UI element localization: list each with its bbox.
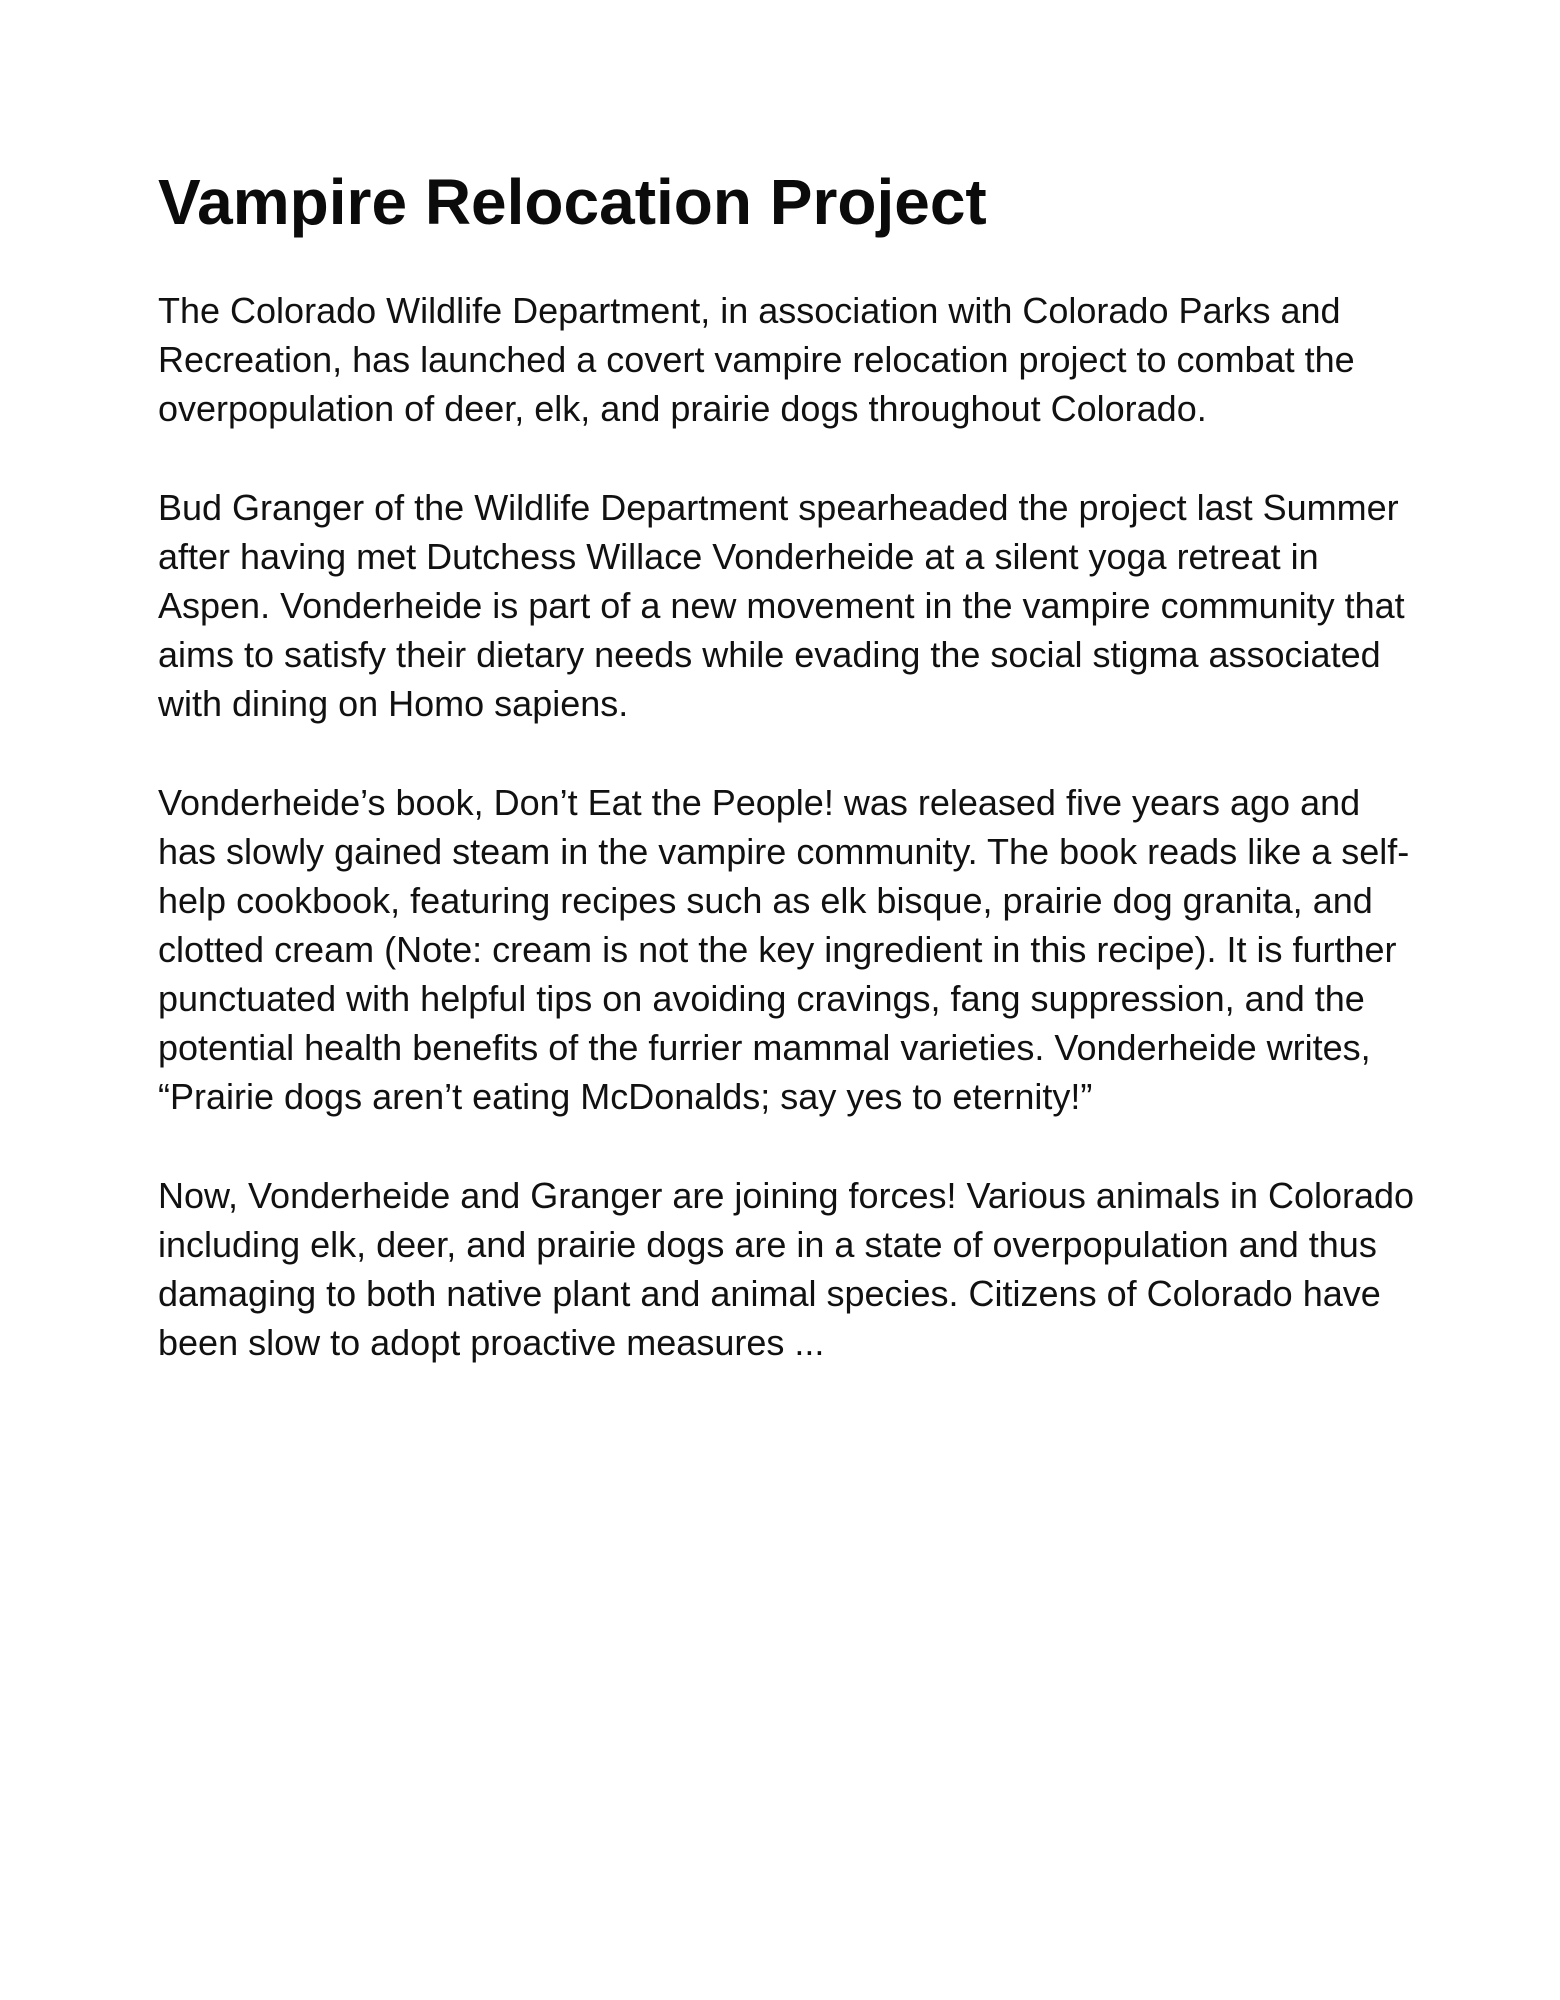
paragraph-intro: The Colorado Wildlife Department, in association with Colorado Parks and Recreation, has launched a covert vampire relocation project to combat the overpopulation of deer, elk, and prairie dogs throughout Colorado. — [158, 290, 1355, 429]
paragraph-granger: Bud Granger of the Wildlife Department spearheaded the project last Summer after having met Dutchess Willace Vonderheide at a silent yoga retreat in Aspen. Vonderheide is part of a new movement in the vampire community that aims to satisfy their dietary needs while evading the social stigma associated with dining on Homo sapiens. — [158, 487, 1405, 724]
paragraph-joining-forces: Now, Vonderheide and Granger are joining forces! Various animals in Colorado including elk, deer, and prairie dogs are in a state of overpopulation and thus damaging to both native plant and animal species. Citizens of Colorado have been slow to adopt proactive measures ... — [158, 1175, 1415, 1363]
paragraph-book: Vonderheide’s book, Don’t Eat the People! was released five years ago and has slowly gained steam in the vampire community. The book reads like a self-help cookbook, featuring recipes such as elk bisque, prairie dog granita, and clotted cream (Note: cream is not the key ingredient in this recipe). It is further punctuated with helpful tips on avoiding cravings, fang suppression, and the potential health benefits of the furrier mammal varieties. Vonderheide writes, “Prairie dogs aren’t eating McDonalds; say yes to eternity!” — [158, 782, 1410, 1117]
document-title: Vampire Relocation Project — [158, 166, 987, 238]
document-page — [158, 160, 1418, 1417]
